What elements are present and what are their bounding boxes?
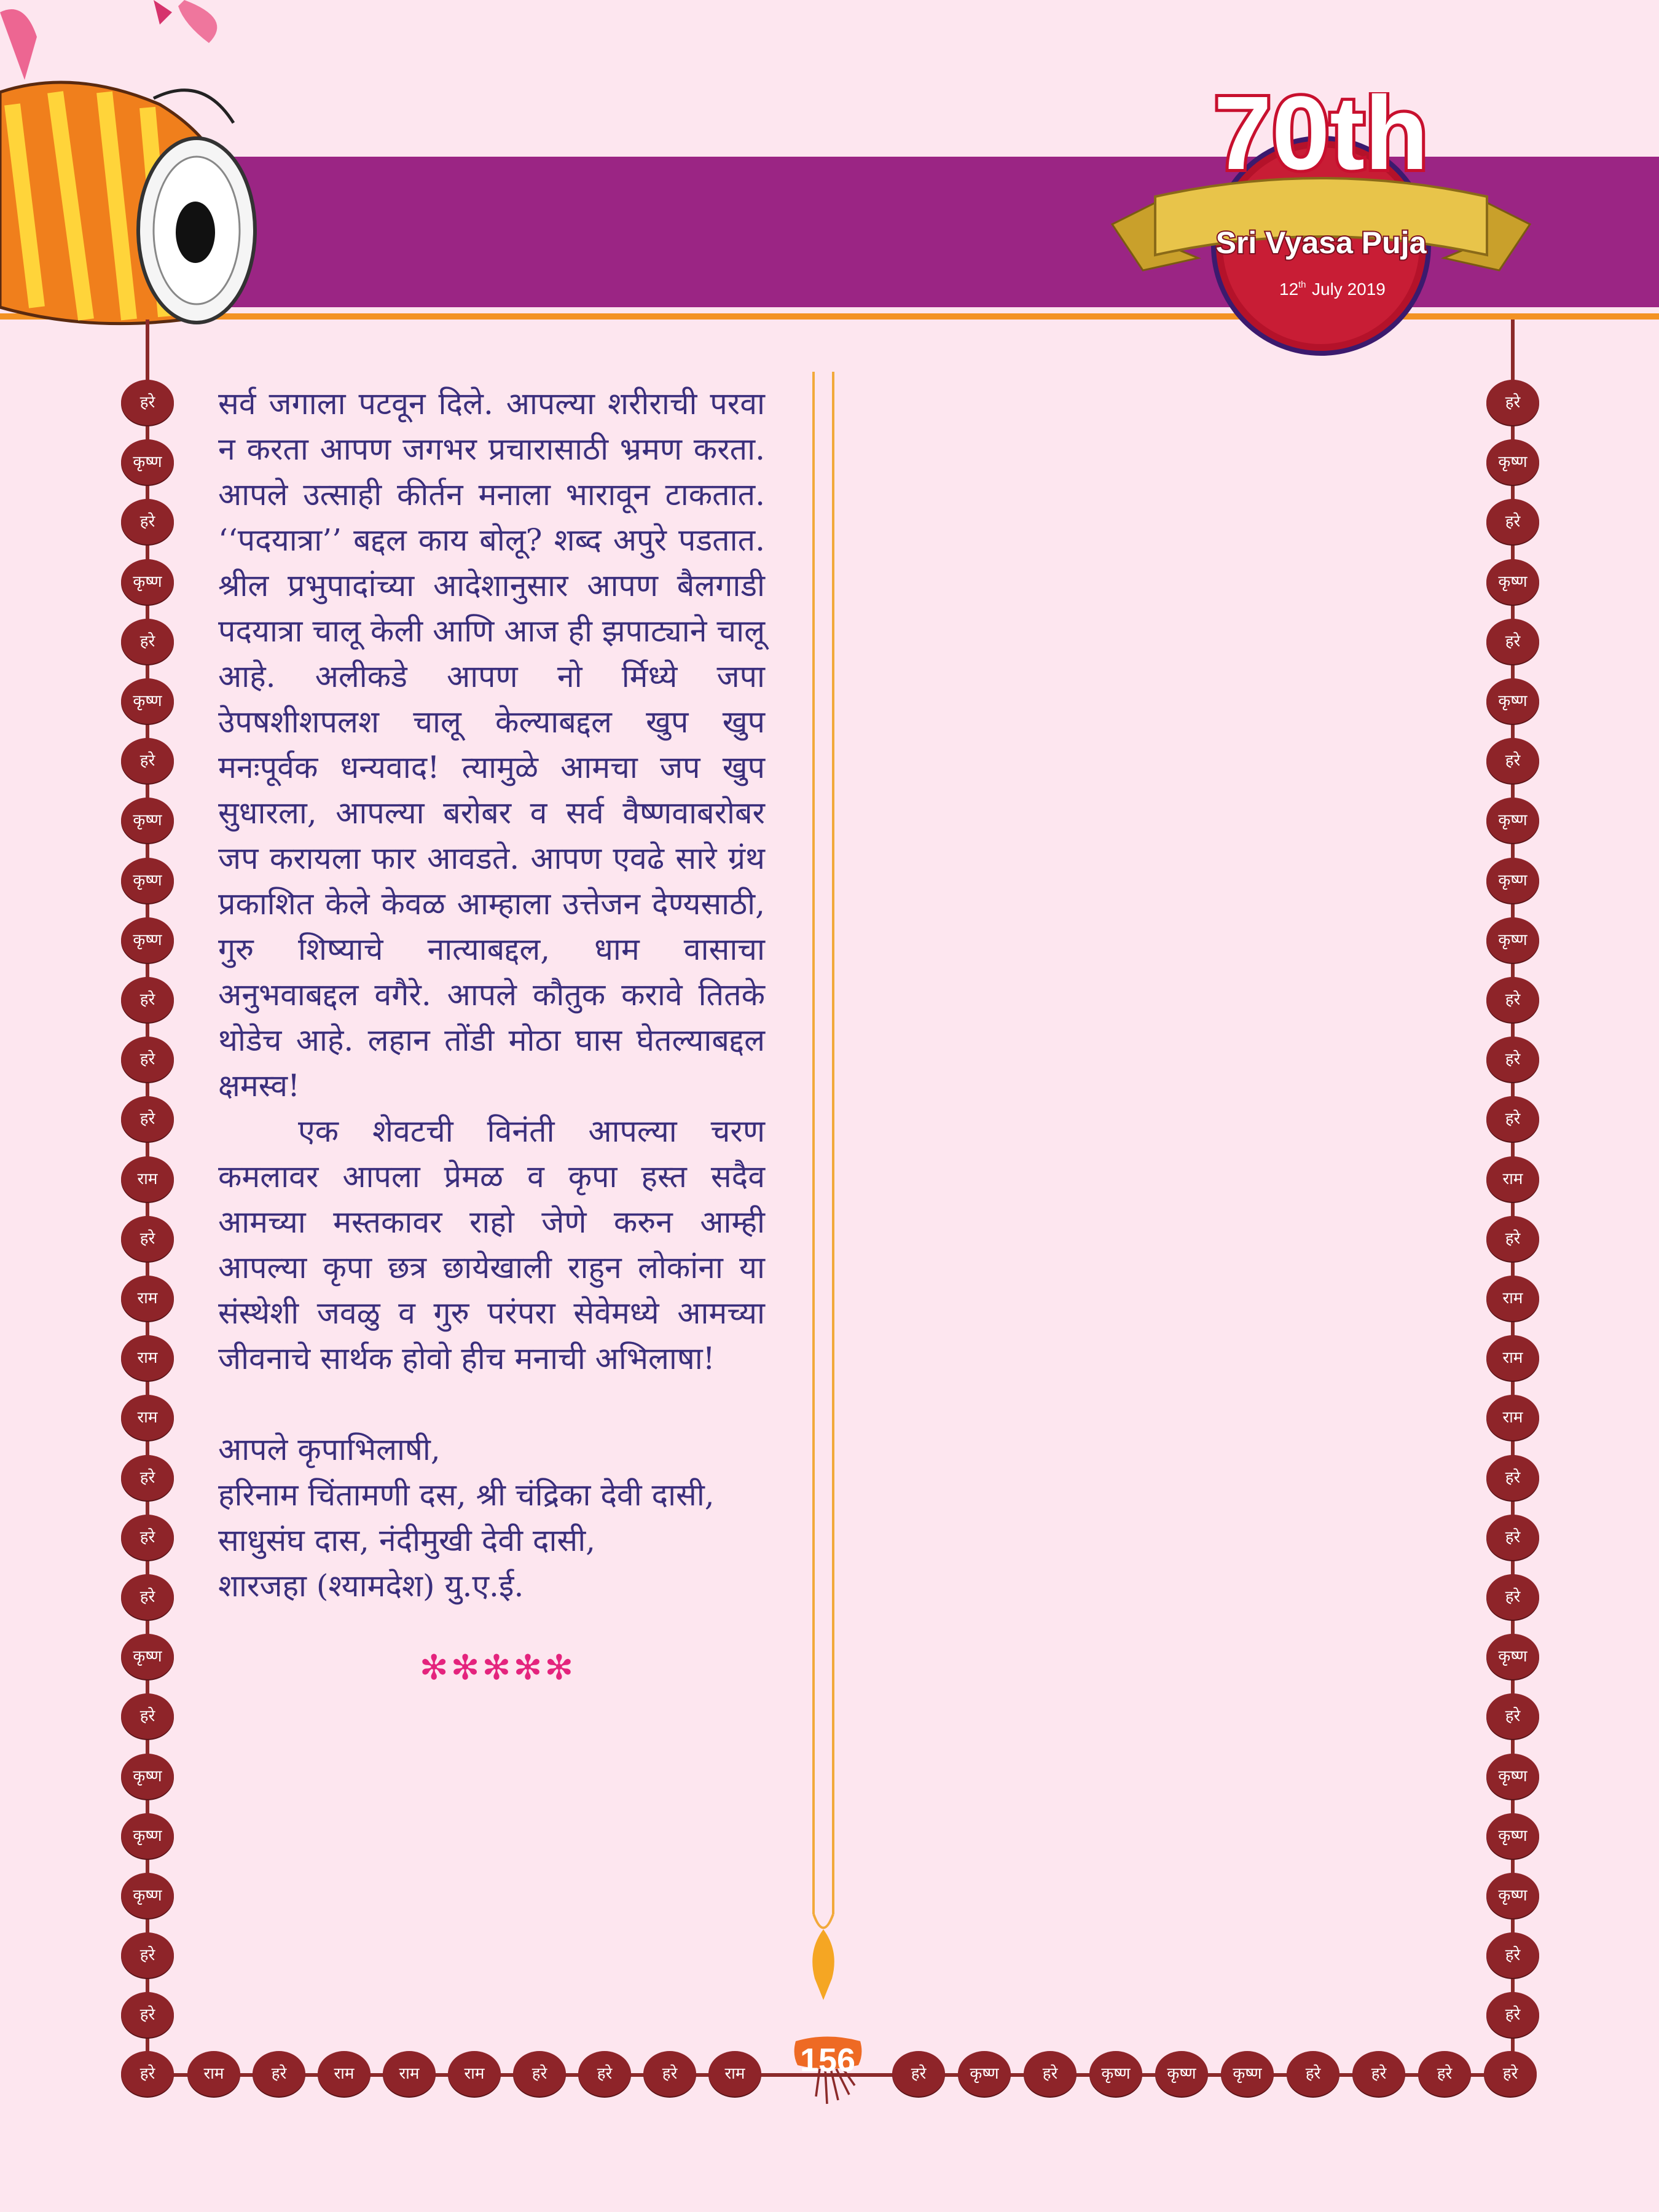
page-number: 156 [799,2042,856,2079]
left-border-bead: हरे [121,1096,174,1142]
left-border-bead: कृष्ण [121,1873,174,1918]
left-border-bead: हरे [121,977,174,1022]
bottom-border-bead: कृष्ण [1221,2051,1274,2096]
right-border-bead: कृष्ण [1486,1873,1539,1918]
badge-date: July 2019 [1312,280,1386,299]
bottom-border-bead: हरे [253,2051,305,2096]
paragraph-2: एक शेवटची विनंती आपल्या चरण कमलावर आपला प्रेमळ व कृपा हस्त सदैव आमच्या मस्तकावर राहो जेणे करुन आम्ही आपल्या कृपा छत्र छायेखाली राहुन लोकांना या संस्थेशी जवळु व गुरु परंपरा सेवेमध्ये आमच्या जीवनाचे सार्थक होवो हीच मनाची अभिलाषा! [218,1113,765,1376]
right-border-bead: हरे [1486,977,1539,1022]
bottom-border-bead: राम [187,2051,240,2096]
right-border-bead: हरे [1486,1992,1539,2037]
bottom-border-bead: राम [448,2051,501,2096]
vyasa-puja-badge [1106,92,1536,363]
right-border-bead: हरे [1486,1574,1539,1620]
left-border-bead: कृष्ण [121,917,174,963]
signature-block [218,1427,765,1609]
column-divider [805,372,842,2006]
left-border-bead: कृष्ण [121,678,174,724]
bottom-border-bead: राम [383,2051,436,2096]
left-border-bead: कृष्ण [121,559,174,605]
bottom-border-bead: हरे [578,2051,631,2096]
left-border-bead: कृष्ण [121,439,174,485]
right-border-bead: कृष्ण [1486,1813,1539,1859]
left-border-bead: हरे [121,380,174,425]
left-border-bead: कृष्ण [121,858,174,903]
left-border-bead: हरे [121,1037,174,1082]
letter-body [218,381,765,1381]
right-border-bead: राम [1486,1276,1539,1321]
badge-title: Sri Vyasa Puja [1215,226,1427,260]
left-border-bead: राम [121,1395,174,1440]
bottom-border-bead: हरे [121,2051,174,2096]
left-border-bead: कृष्ण [121,798,174,843]
left-border-bead: हरे [121,1216,174,1261]
right-border-bead: हरे [1486,1932,1539,1978]
left-border-bead: हरे [121,1992,174,2037]
right-border-bead: राम [1486,1395,1539,1440]
bottom-border-bead: हरे [1352,2051,1405,2096]
bottom-border-bead: हरे [1418,2051,1471,2096]
right-border-bead: कृष्ण [1486,439,1539,485]
signature-line-1: आपले कृपाभिलाषी, [218,1432,441,1467]
left-border-bead: हरे [121,1932,174,1978]
right-border-bead: हरे [1486,499,1539,544]
left-border-bead: कृष्ण [121,1634,174,1679]
left-border-bead: हरे [121,1515,174,1560]
bottom-border-bead: हरे [1484,2051,1537,2096]
badge-day-suffix: th [1298,280,1306,290]
left-border-bead: हरे [121,499,174,544]
left-border-bead: हरे [121,1455,174,1500]
right-border-bead: हरे [1486,1693,1539,1739]
bottom-border-bead: कृष्ण [1089,2051,1142,2096]
right-border-bead: कृष्ण [1486,798,1539,843]
right-border-bead: हरे [1486,1216,1539,1261]
bottom-border-bead: हरे [513,2051,566,2096]
bottom-border-bead: राम [708,2051,761,2096]
signature-line-3: साधुसंघ दास, नंदीमुखी देवी दासी, [218,1523,596,1558]
right-border-bead: कृष्ण [1486,678,1539,724]
bottom-border-bead: राम [318,2051,371,2096]
right-border-bead: राम [1486,1335,1539,1381]
right-border-bead: हरे [1486,1096,1539,1142]
right-border-bead: हरे [1486,738,1539,783]
right-border-bead: हरे [1486,1455,1539,1500]
badge-day: 12 [1279,280,1299,299]
left-border-bead: राम [121,1156,174,1202]
right-border-bead: कृष्ण [1486,1634,1539,1679]
bottom-border-bead: हरे [1287,2051,1339,2096]
left-border-bead: कृष्ण [121,1813,174,1859]
bottom-border-bead: कृष्ण [958,2051,1011,2096]
bottom-border-bead: कृष्ण [1155,2051,1208,2096]
right-border-bead: कृष्ण [1486,559,1539,605]
right-border-bead: कृष्ण [1486,858,1539,903]
left-border-bead: कृष्ण [121,1754,174,1799]
bottom-border-bead: हरे [643,2051,696,2096]
left-border-bead: हरे [121,1693,174,1739]
left-border-bead: हरे [121,738,174,783]
signature-line-4: शारजहा (श्यामदेश) यु.ए.ई. [218,1568,524,1604]
right-border-bead: राम [1486,1156,1539,1202]
right-border-bead: कृष्ण [1486,917,1539,963]
bottom-border-bead: हरे [892,2051,945,2096]
letter-column [218,381,765,1691]
left-border-bead: हरे [121,619,174,664]
right-border-bead: कृष्ण [1486,1754,1539,1799]
bottom-border-bead: हरे [1024,2051,1077,2096]
badge-main-text: 70th [1214,92,1429,192]
right-border-bead: हरे [1486,1515,1539,1560]
paragraph-1: सर्व जगाला पटवून दिले. आपल्या शरीराची परवा न करता आपण जगभर प्रचारासाठी भ्रमण करता. आपले उत्साही कीर्तन मनाला भारावून टाकतात. ‘‘पदयात्रा’’ बद्दल काय बोलू? शब्द अपुरे पडतात. श्रील प्रभुपादांच्या आदेशानुसार आपण बैलगाडी पदयात्रा चालू केली आणि आज ही झपाट्याने चालू आहे. अलीकडे आपण नो र्मिध्ये जपा उेपषशीशपलश चालू केल्याबद्दल खुप खुप मनःपूर्वक धन्यवाद! त्यामुळे आमचा जप खुप सुधारला, आपल्या बरोबर व सर्व वैष्णवाबरोबर जप करायला फार आवडते. आपण एवढे सारे ग्रंथ प्रकाशित केले केवळ आम्हाला उत्तेजन देण्यसाठी, गुरु शिष्याचे नात्याबद्दल, धाम वासाचा अनुभवाबद्दल वगैरे. आपले कौतुक करावे तितके थोडेच आहे. लहान तोंडी मोठा घास घेतल्याबद्दल क्षमस्व! [218,386,765,1104]
right-border-bead: हरे [1486,619,1539,664]
right-border-bead: हरे [1486,380,1539,425]
left-border-bead: हरे [121,1574,174,1620]
left-border-bead: राम [121,1276,174,1321]
right-border-bead: हरे [1486,1037,1539,1082]
mridanga-drum-illustration [0,0,270,344]
stars-ornament: ✻✻✻✻✻ [419,1648,576,1688]
left-border-bead: राम [121,1335,174,1381]
signature-line-2: हरिनाम चिंतामणी दस, श्री चंद्रिका देवी दासी, [218,1477,715,1513]
